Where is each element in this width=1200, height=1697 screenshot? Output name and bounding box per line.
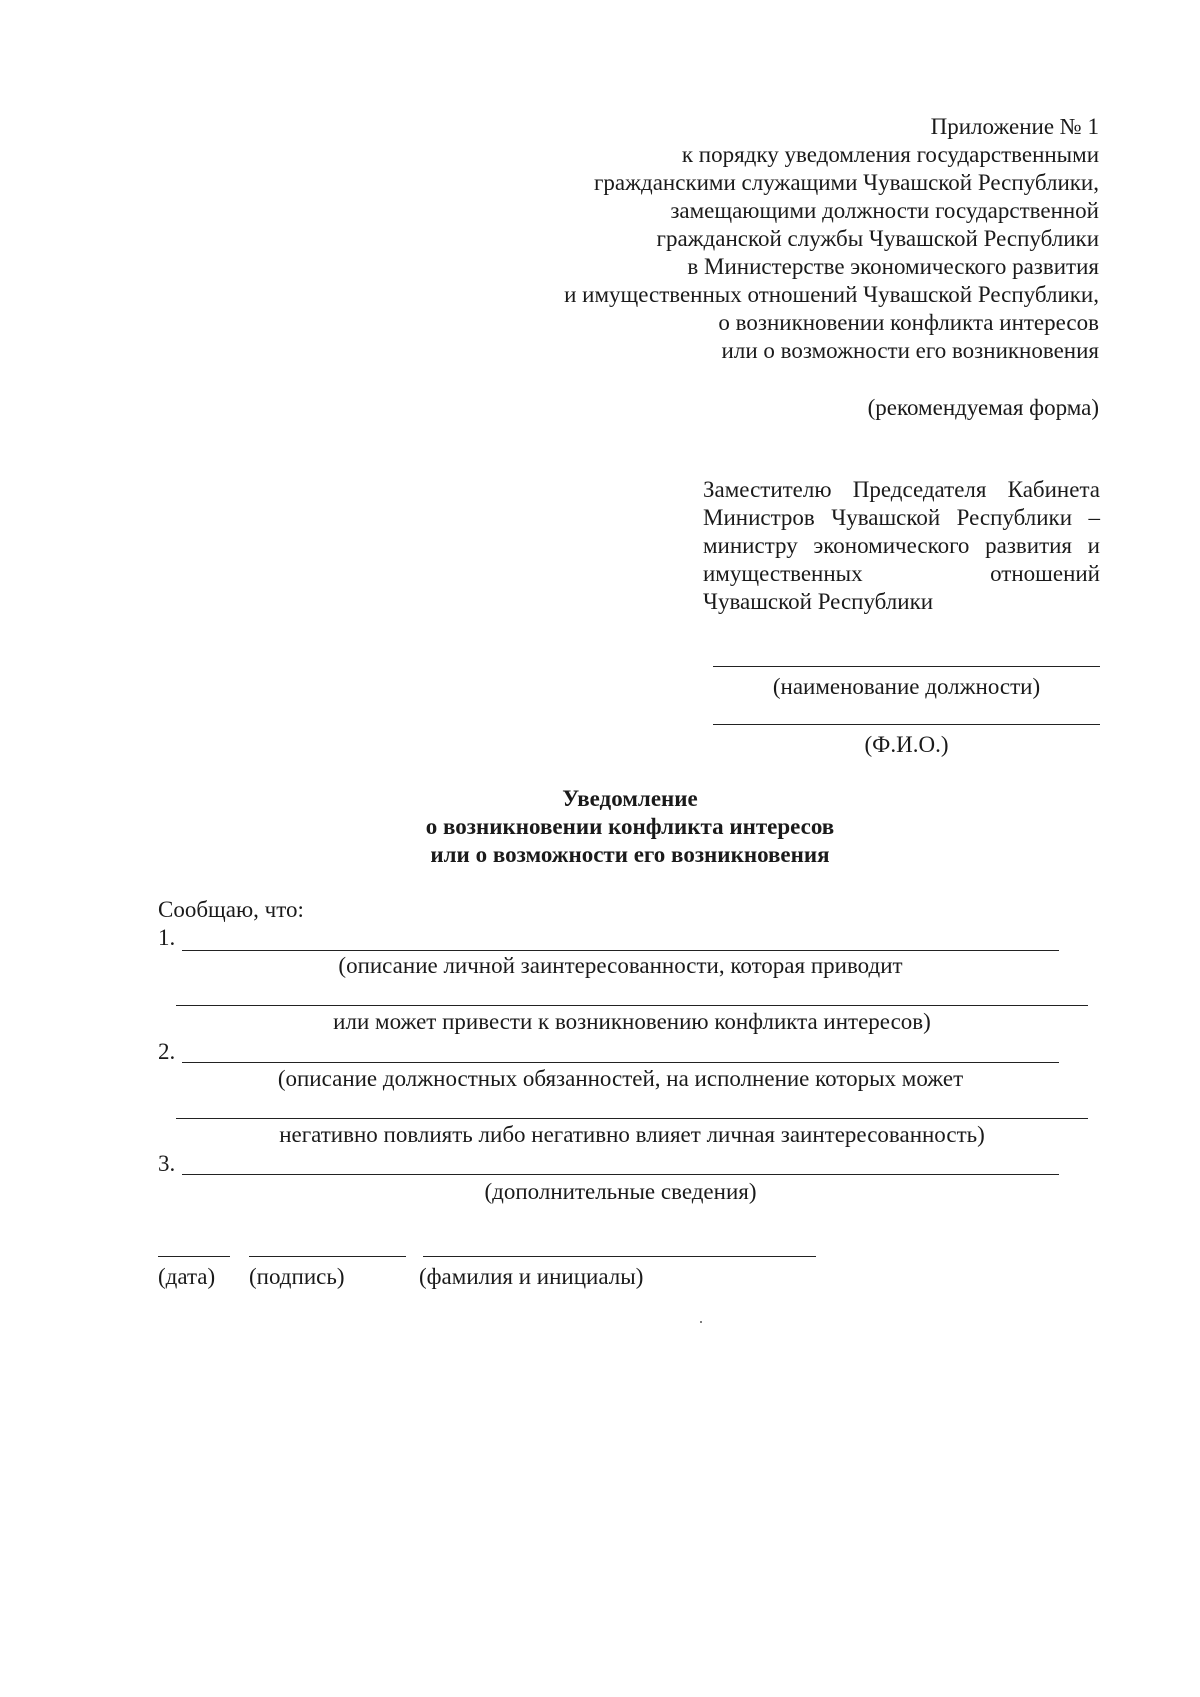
fio-caption: (Ф.И.О.) — [864, 732, 949, 757]
item-1-caption: (описание личной заинтересованности, которая приводит — [338, 953, 903, 978]
item-2-field-line[interactable] — [182, 1062, 1059, 1063]
header-line: гражданской службы Чувашской Республики — [656, 226, 1099, 251]
form-note: (рекомендуемая форма) — [867, 395, 1099, 420]
addressee-line: Министров Чувашской Республики – — [703, 505, 1100, 530]
name-caption: (фамилия и инициалы) — [419, 1264, 644, 1289]
position-caption: (наименование должности) — [772, 674, 1041, 699]
item-2-field-line-2[interactable] — [176, 1118, 1088, 1119]
item-number: 2. — [158, 1039, 176, 1064]
header-line: о возникновении конфликта интересов — [718, 310, 1099, 335]
intro-text: Сообщаю, что: — [158, 897, 304, 922]
item-1-field-line[interactable] — [182, 950, 1059, 951]
item-2-caption: (описание должностных обязанностей, на исполнение которых может — [277, 1066, 964, 1091]
date-field-line[interactable] — [158, 1256, 230, 1257]
header-line: Приложение № 1 — [930, 114, 1099, 139]
scan-speck — [700, 1321, 702, 1323]
signature-caption: (подпись) — [249, 1264, 345, 1289]
item-3-field-line[interactable] — [182, 1174, 1059, 1175]
addressee-line: Заместителю Председателя Кабинета — [703, 477, 1100, 502]
addressee-line: Чувашской Республики — [703, 589, 934, 614]
name-field-line[interactable] — [423, 1256, 816, 1257]
header-line: замещающими должности государственной — [670, 198, 1099, 223]
fio-field-line[interactable] — [713, 724, 1100, 725]
header-line: гражданскими служащими Чувашской Республики, — [593, 170, 1099, 195]
item-1-caption-2: или может привести к возникновению конфликта интересов) — [333, 1009, 931, 1034]
item-number: 3. — [158, 1151, 176, 1176]
addressee-line: министру экономического развития и — [703, 533, 1100, 558]
item-2-caption-2: негативно повлиять либо негативно влияет личная заинтересованность) — [279, 1122, 985, 1147]
addressee-block — [703, 476, 1100, 616]
date-caption: (дата) — [158, 1264, 216, 1289]
header-line: или о возможности его возникновения — [721, 338, 1099, 363]
header-line: и имущественных отношений Чувашской Республики, — [564, 282, 1099, 307]
header-line: в Министерстве экономического развития — [687, 254, 1099, 279]
addressee-line: имущественных отношений — [703, 561, 1100, 586]
header-line: к порядку уведомления государственными — [681, 142, 1099, 167]
item-1-field-line-2[interactable] — [176, 1005, 1088, 1006]
title-line: Уведомление — [562, 786, 698, 811]
item-3-caption: (дополнительные сведения) — [484, 1179, 757, 1204]
item-number: 1. — [158, 925, 176, 950]
title-line: или о возможности его возникновения — [430, 842, 830, 867]
title-line: о возникновении конфликта интересов — [425, 814, 835, 839]
position-field-line[interactable] — [713, 666, 1100, 667]
signature-field-line[interactable] — [249, 1256, 406, 1257]
